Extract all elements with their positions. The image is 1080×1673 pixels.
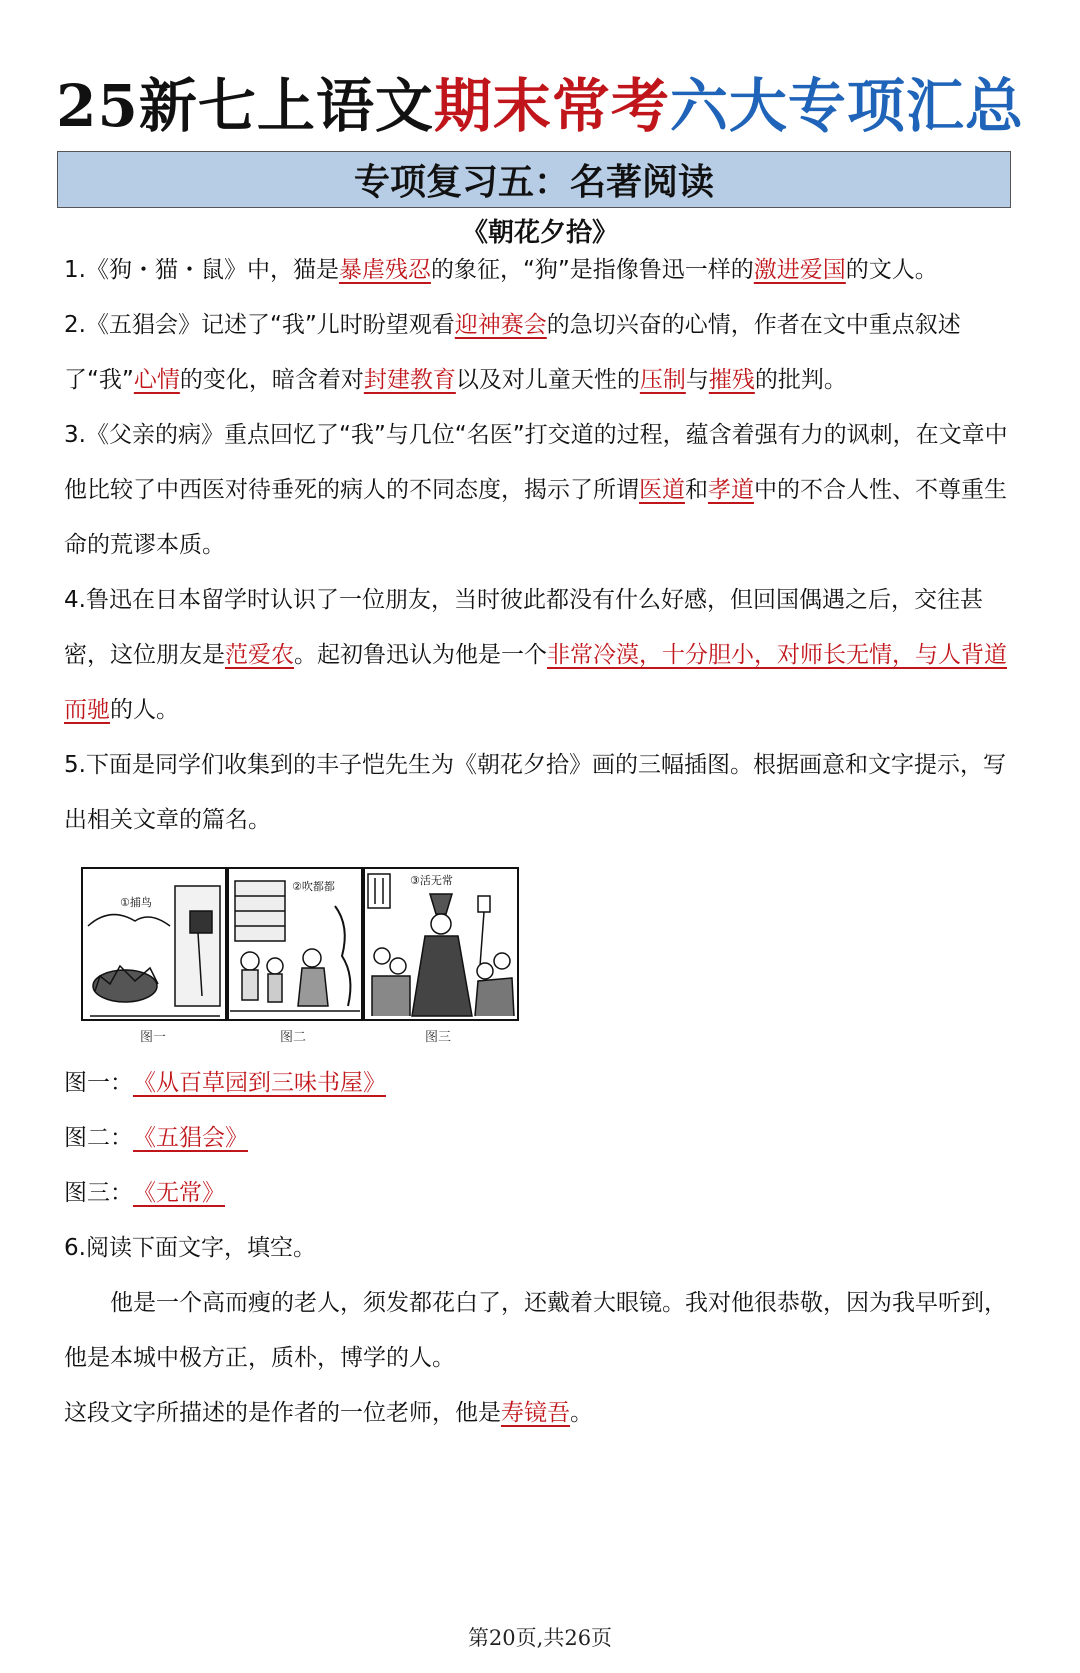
- panel-2-label: 图二: [280, 1030, 307, 1045]
- panel-1-label: 图一: [140, 1030, 167, 1045]
- panel-3-drawing: [368, 874, 514, 1016]
- answer: 寿镜吾: [501, 1400, 570, 1426]
- text: 3.《父亲的病》重点回忆了“我”与几位“名医”打交道的过程，蕴含着强有力的讽刺，在文章中他比较了中西医对待垂死的病人的不同态度，揭示了所谓: [64, 422, 1008, 503]
- text: 中的不合人性、不尊重生命的荒谬本质。: [64, 477, 1007, 558]
- book-title: 《朝花夕拾》: [461, 218, 618, 248]
- answer: 封建教育: [363, 367, 456, 393]
- text: 1.《狗・猫・鼠》中，猫是: [64, 257, 339, 283]
- text: 这段文字所描述的是作者的一位老师，他是: [64, 1400, 501, 1426]
- answer: 迎神赛会: [454, 312, 547, 338]
- section-banner: [57, 151, 1011, 208]
- page-title: [0, 68, 1080, 144]
- text: 以及对儿童天性的: [455, 367, 640, 393]
- text: 与: [685, 367, 709, 393]
- text: 的象征，“狗”是指像鲁迅一样的: [430, 257, 754, 283]
- question-4: [64, 573, 1014, 738]
- answer: 《从百草园到三味书屋》: [133, 1070, 386, 1096]
- question-6-passage: 他是一个高而瘦的老人，须发都花白了，还戴着大眼镜。我对他很恭敬，因为我早听到，他是本城中极方正，质朴，博学的人。: [64, 1290, 1007, 1371]
- answer: 《五猖会》: [133, 1125, 248, 1151]
- title-part-2: 期末常考: [433, 72, 670, 140]
- answer: 《无常》: [133, 1180, 225, 1206]
- answer: 暴虐残忍: [338, 257, 431, 283]
- text: 的批判。: [754, 367, 847, 393]
- illustration-three-panels: [80, 866, 520, 1056]
- question-3: [64, 408, 1014, 573]
- text: 图二：: [64, 1125, 133, 1151]
- answer-figure-3: [64, 1166, 1014, 1221]
- answer: 孝道: [708, 477, 754, 503]
- panel-2-drawing: [230, 881, 360, 1011]
- text: 的变化，暗含着对: [179, 367, 364, 393]
- answer-figure-2: [64, 1111, 1014, 1166]
- answer: 心情: [133, 367, 180, 393]
- question-2: [64, 298, 1014, 408]
- title-part-1: 25新七上语文: [56, 72, 434, 140]
- section-banner-text: 专项复习五：名著阅读: [353, 161, 714, 203]
- question-1: [64, 243, 1014, 298]
- text: 2.《五猖会》记述了“我”儿时盼望观看: [64, 312, 455, 338]
- text: 4.鲁迅在日本留学时认识了一位朋友，当时彼此都没有什么好感，但回国偶遇之后，交往甚密，这位朋友是: [64, 587, 983, 668]
- text: 。: [570, 1400, 593, 1426]
- answer: 压制: [639, 367, 686, 393]
- question-6-intro: 6.阅读下面文字，填空。: [64, 1235, 316, 1261]
- panel-3-caption: ③活无常: [410, 874, 453, 887]
- text: 的人。: [110, 697, 179, 723]
- title-part-3: 六大专项汇总: [669, 72, 1024, 140]
- answer: 非常冷漠，十分胆小，对师长无情，与人背道而驰: [64, 642, 1007, 723]
- content: [64, 243, 1014, 1441]
- page-number: 第20页,共26页: [467, 1626, 613, 1650]
- answer: 激进爱国: [753, 257, 846, 283]
- answer: 摧残: [708, 367, 755, 393]
- panel-3-label: 图三: [425, 1030, 452, 1045]
- answer: 范爱农: [225, 642, 294, 668]
- panel-1-caption: ①捕鸟: [120, 896, 152, 909]
- text: 的文人。: [845, 257, 938, 283]
- panel-2-caption: ②吹都都: [292, 880, 335, 893]
- answer-figure-1: [64, 1056, 1014, 1111]
- question-5: 5.下面是同学们收集到的丰子恺先生为《朝花夕拾》画的三幅插图。根据画意和文字提示，写出相关文章的篇名。: [64, 752, 1006, 833]
- answer: 医道: [639, 477, 685, 503]
- text: 的急切兴奋的心情，作者在文中重点叙述了“我”: [64, 312, 961, 393]
- panel-1-drawing: [88, 886, 220, 1016]
- question-6-answer: [64, 1386, 1014, 1441]
- text: 。起初鲁迅认为他是一个: [294, 642, 547, 668]
- text: 和: [685, 477, 708, 503]
- text: 图一：: [64, 1070, 133, 1096]
- text: 图三：: [64, 1180, 133, 1206]
